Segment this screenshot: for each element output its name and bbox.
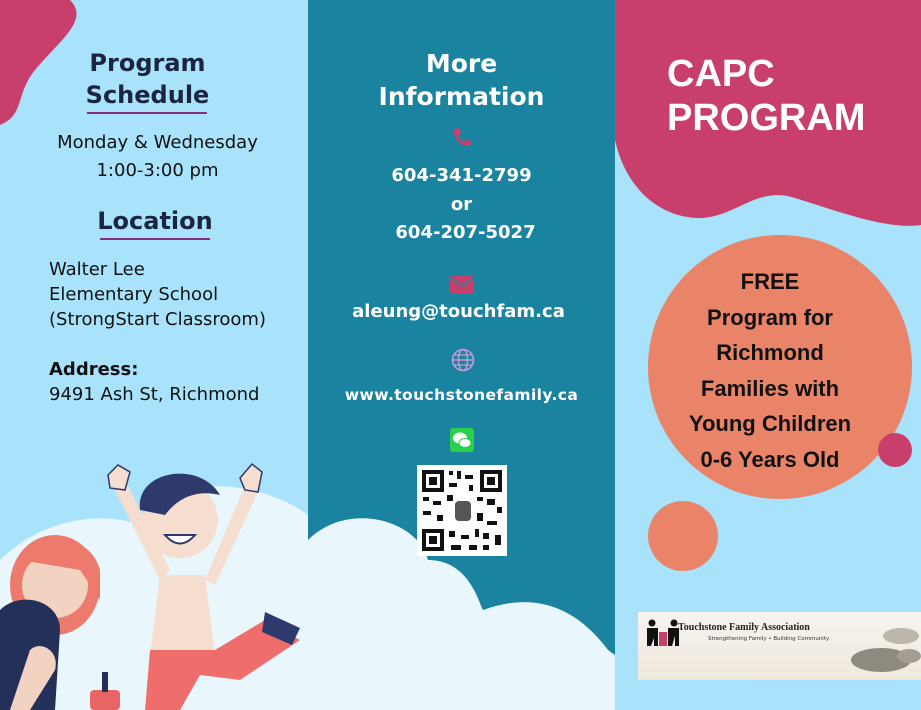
location-title: Location (97, 207, 213, 235)
free-program-text: FREE Program for Richmond Families with Young Children 0-6 Years Old (688, 269, 852, 472)
location-line2: Elementary School (49, 284, 219, 305)
schedule-time: 1:00-3:00 pm (96, 160, 219, 181)
website-link[interactable]: www.touchstonefamily.ca (344, 386, 579, 404)
more-info-title: More Information (378, 49, 545, 111)
logo-tagline: Strengthening Family • Building Community (708, 636, 830, 642)
left-panel (0, 0, 308, 710)
phone-number-1[interactable]: 604-341-2799 (391, 165, 532, 186)
phone-icon (451, 127, 471, 149)
right-panel (615, 0, 921, 710)
family-logo-icon (644, 618, 682, 648)
stones-image (831, 622, 921, 672)
touchstone-logo (638, 612, 921, 680)
middle-panel (308, 0, 615, 710)
kids-illustration (0, 0, 308, 710)
qr-code[interactable] (417, 465, 507, 556)
location-line3: (StrongStart Classroom) (49, 309, 266, 330)
location-line1: Walter Lee (49, 259, 145, 280)
address-value: 9491 Ash St, Richmond (49, 384, 260, 405)
mail-icon (450, 276, 474, 293)
schedule-days: Monday & Wednesday (57, 132, 258, 153)
phone-number-2[interactable]: 604-207-5027 (395, 222, 536, 243)
email-link[interactable]: aleung@touchfam.ca (352, 301, 565, 322)
address-label: Address: (49, 359, 139, 380)
globe-icon (451, 348, 475, 372)
wechat-icon[interactable] (450, 428, 474, 452)
logo-name: Touchstone Family Association (678, 622, 810, 633)
schedule-title: Program Schedule (85, 49, 210, 109)
capc-program-title: CAPC PROGRAM (667, 53, 866, 139)
or-text: or (450, 194, 473, 215)
